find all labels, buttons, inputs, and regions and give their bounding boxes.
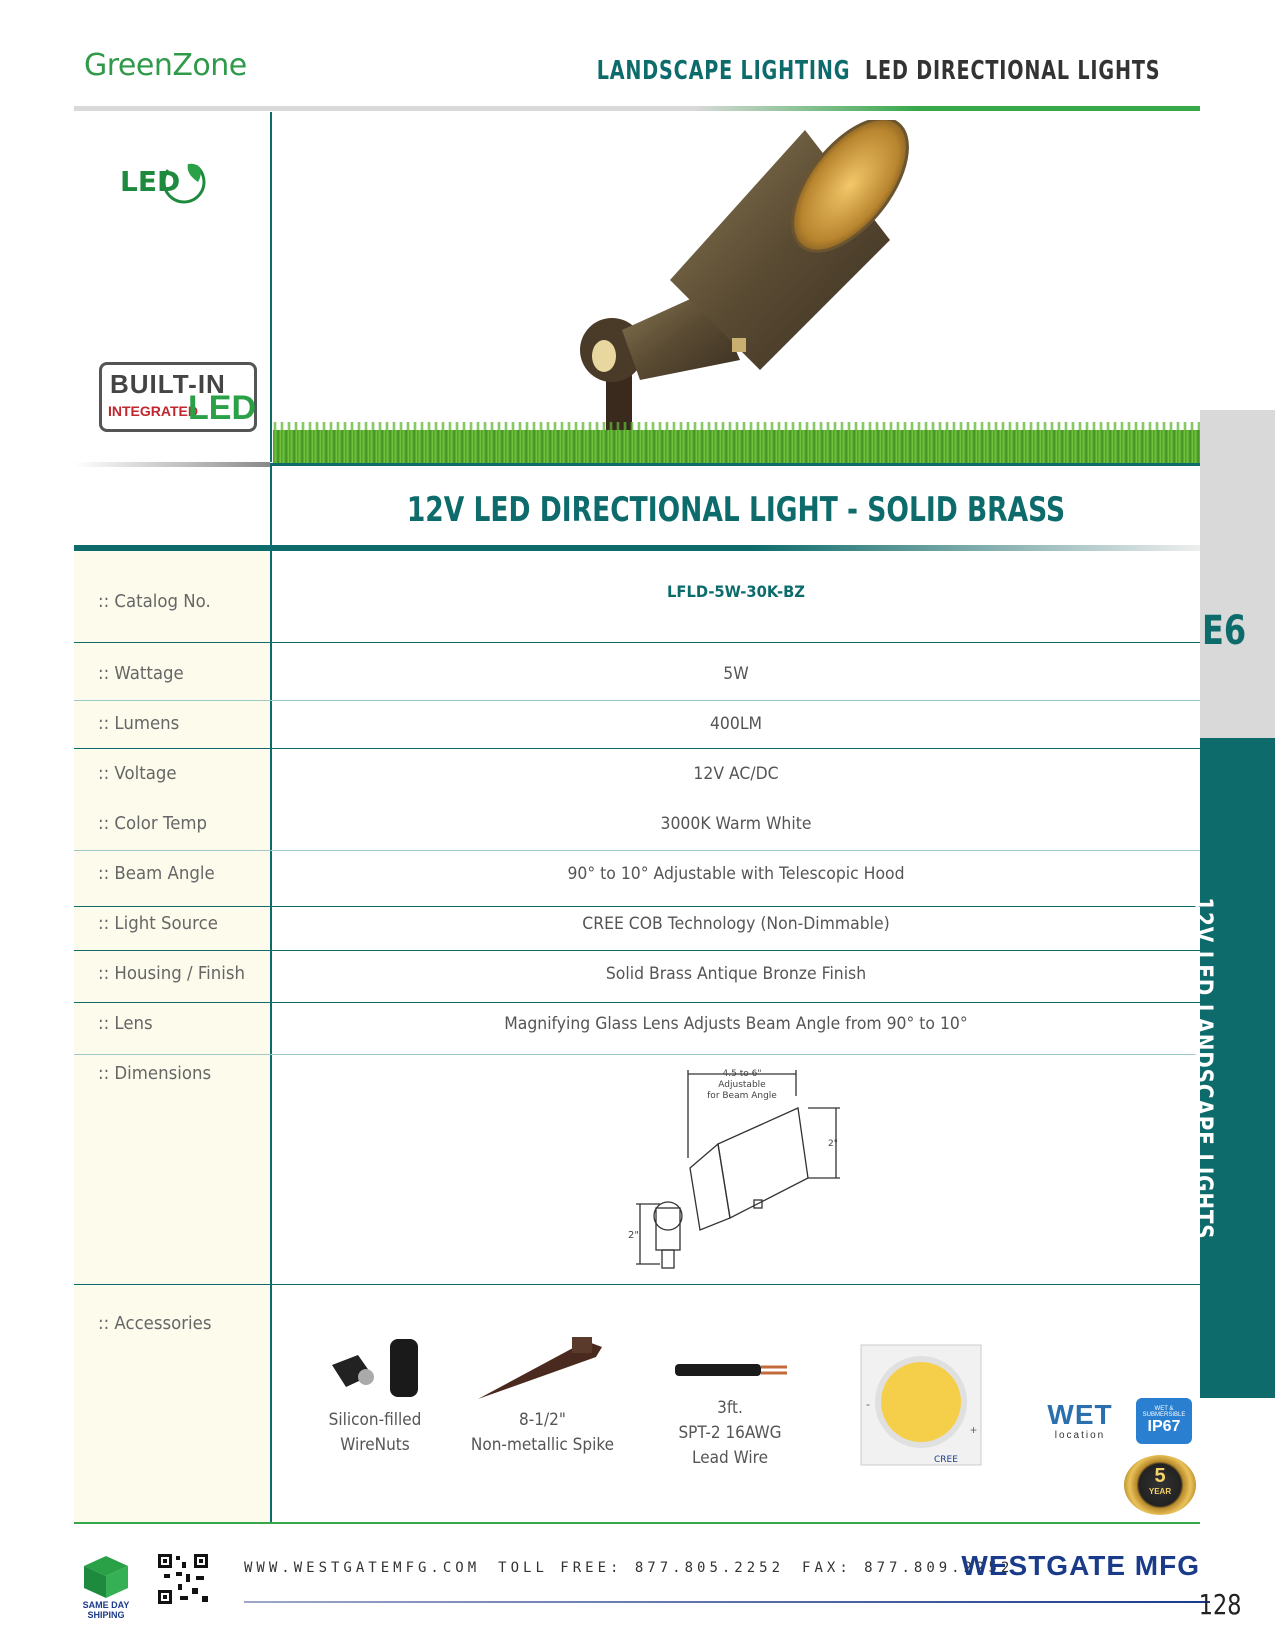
header-divider (74, 106, 1200, 111)
row-divider (74, 950, 1200, 951)
accessory-leadwire-line2: SPT-2 16AWG (678, 1423, 782, 1443)
under-grass-line (270, 463, 1200, 466)
integrated-text: INTEGRATED (108, 403, 198, 419)
wet-location-logo (1040, 1400, 1120, 1441)
accessory-wirenuts-line1: Silicon-filled (328, 1410, 422, 1430)
dim-right: 2" (828, 1139, 838, 1149)
same-day-shipping-icon (74, 1548, 138, 1602)
spec-label-accessories: :: Accessories (98, 1313, 212, 1334)
spec-label-housing: :: Housing / Finish (98, 963, 245, 984)
warranty-word: YEAR (1148, 1487, 1172, 1496)
spec-label-wattage: :: Wattage (98, 663, 184, 684)
footer-toll-free: TOLL FREE: 877.805.2252 (498, 1560, 785, 1576)
spec-value-wattage: 5W (723, 664, 749, 684)
spec-label-catalog: :: Catalog No. (98, 591, 211, 612)
wet-sub-text: location (1054, 1430, 1106, 1441)
spec-value-beam-angle: 90° to 10° Adjustable with Telescopic Hood (567, 864, 905, 884)
cree-cob-chip-image (860, 1344, 982, 1466)
wirenut-image (328, 1335, 428, 1405)
header-subcategory: LED DIRECTIONAL LIGHTS (864, 56, 1160, 86)
side-tab-gray (1200, 410, 1275, 738)
accessory-leadwire-line3: Lead Wire (691, 1448, 769, 1468)
page-number: 128 (1198, 1588, 1241, 1621)
row-divider (74, 1054, 1200, 1055)
spec-value-catalog: LFLD-5W-30K-BZ (667, 582, 805, 601)
accessory-spike-line1: 8-1/2" (519, 1410, 566, 1430)
accessory-wirenuts-caption (317, 1408, 434, 1458)
spec-label-light-source: :: Light Source (98, 913, 218, 934)
accessory-wirenuts-line2: WireNuts (340, 1435, 410, 1455)
accessory-leadwire-line1: 3ft. (717, 1398, 743, 1418)
footer-website[interactable]: WWW.WESTGATEMFG.COM (244, 1560, 481, 1576)
spec-value-color-temp: 3000K Warm White (660, 814, 812, 834)
footer-contact (244, 1560, 1013, 1576)
product-photo (560, 120, 920, 450)
grass-strip (273, 430, 1200, 464)
header-title (596, 56, 1160, 86)
cree-label: CREE (934, 1455, 958, 1465)
dim-left: 2" (628, 1230, 639, 1241)
warranty-number: 5 (1154, 1465, 1166, 1487)
spec-label-voltage: :: Voltage (98, 763, 177, 784)
builtin-text: BUILT-IN (110, 369, 226, 399)
spec-value-voltage: 12V AC/DC (693, 764, 779, 784)
spike-image (476, 1333, 606, 1403)
left-shadow-line (74, 462, 270, 467)
ip67-text: IP67 (1147, 1418, 1181, 1435)
greenzone-logo: GreenZone (84, 48, 247, 83)
spec-value-lumens: 400LM (709, 714, 763, 734)
ip67-badge (1136, 1398, 1192, 1444)
side-tab-label (1190, 809, 1219, 1329)
left-column-divider-top (270, 112, 272, 462)
spec-label-lumens: :: Lumens (98, 713, 180, 734)
dimension-drawing (600, 1068, 860, 1278)
lead-wire-image (675, 1358, 790, 1382)
row-divider (74, 906, 1200, 907)
led-leaf-icon (160, 158, 208, 208)
side-tab-text: 12V LED LANDSCAPE LIGHTS (1189, 897, 1219, 1240)
ip-top-text: WET & SUBMERSIBLE (1142, 1406, 1186, 1418)
row-divider (74, 850, 1200, 851)
spec-label-lens: :: Lens (98, 1013, 153, 1034)
svg-text:-: - (866, 1397, 870, 1411)
accessory-spike-caption (464, 1408, 622, 1458)
row-divider (74, 642, 1200, 643)
row-divider (74, 748, 1200, 749)
footer-fax: FAX: 877.809.2252 (802, 1560, 1014, 1576)
five-year-warranty-badge (1124, 1455, 1196, 1515)
spec-label-dimensions: :: Dimensions (98, 1063, 212, 1084)
left-column-divider-table (270, 551, 272, 1522)
spec-label-beam-angle: :: Beam Angle (98, 863, 215, 884)
led-text: LED (188, 389, 256, 427)
built-in-integrated-led-badge (99, 362, 257, 432)
qr-code[interactable] (156, 1552, 210, 1606)
spec-label-color-temp: :: Color Temp (98, 813, 208, 834)
spec-value-lens: Magnifying Glass Lens Adjusts Beam Angle from 90° to 10° (504, 1014, 968, 1034)
accessory-spike-line2: Non-metallic Spike (470, 1435, 615, 1455)
row-divider (74, 700, 1200, 701)
header-category: LANDSCAPE LIGHTING (596, 56, 850, 86)
led-logo-text: LED (120, 165, 181, 198)
left-column-divider-title (270, 466, 272, 545)
dim-note-3: for Beam Angle (707, 1091, 777, 1101)
wet-text: WET (1047, 1399, 1113, 1430)
footer-top-divider (74, 1522, 1200, 1524)
svg-text:+: + (970, 1423, 978, 1437)
row-divider (74, 1002, 1200, 1003)
spec-label-column (74, 551, 270, 1522)
spec-value-housing: Solid Brass Antique Bronze Finish (605, 964, 867, 984)
accessory-leadwire-caption (667, 1396, 793, 1471)
product-title: 12V LED DIRECTIONAL LIGHT - SOLID BRASS (406, 490, 1066, 530)
westgate-brand: WESTGATE MFG (961, 1550, 1200, 1581)
spec-value-light-source: CREE COB Technology (Non-Dimmable) (582, 914, 890, 934)
dim-note-1: 4.5 to 6" (722, 1069, 762, 1079)
dim-note-2: Adjustable (718, 1080, 766, 1090)
section-code: E6 (1202, 608, 1247, 654)
footer-rule (244, 1601, 1210, 1603)
row-divider (74, 1284, 1200, 1285)
same-day-shipping-text: SAME DAY SHIPING (82, 1600, 130, 1620)
